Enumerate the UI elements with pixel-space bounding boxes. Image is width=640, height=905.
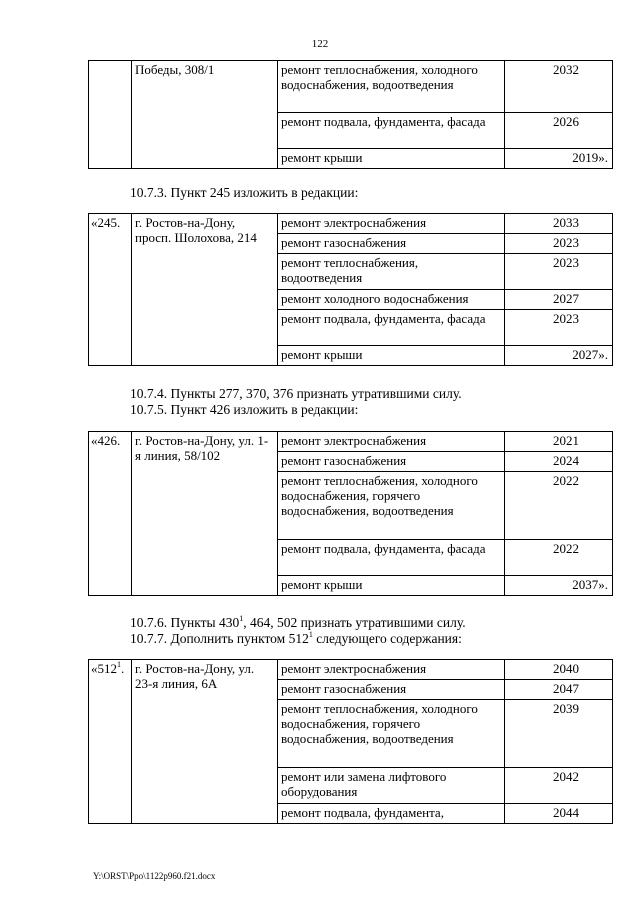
table-row xyxy=(89,214,613,234)
year-cell: 2023 xyxy=(505,234,613,254)
work-cell: ремонт электроснабжения xyxy=(278,660,505,680)
work-cell: ремонт теплоснабжения, холодного водоснабжения, водоотведения xyxy=(278,61,505,113)
year-cell: 2039 xyxy=(505,700,613,768)
item-number-text: «512 xyxy=(91,661,117,676)
paragraph-10-7-5: 10.7.5. Пункт 426 изложить в редакции: xyxy=(130,402,359,417)
table-1 xyxy=(88,60,613,169)
year-cell: 2022 xyxy=(505,540,613,576)
work-cell: ремонт газоснабжения xyxy=(278,680,505,700)
paragraph-10-7-7 xyxy=(130,631,462,647)
superscript: 1 xyxy=(308,630,313,639)
table-3 xyxy=(88,431,613,596)
file-path-footer: Y:\ORST\Ppo\1122p960.f21.docx xyxy=(93,871,216,881)
item-number xyxy=(89,660,132,824)
paragraph-10-7-4: 10.7.4. Пункты 277, 370, 376 признать утратившими силу. xyxy=(130,386,462,401)
work-cell: ремонт электроснабжения xyxy=(278,214,505,234)
address-cell: г. Ростов-на-Дону, просп. Шолохова, 214 xyxy=(132,214,278,366)
year-cell: 2040 xyxy=(505,660,613,680)
year-cell: 2042 xyxy=(505,768,613,804)
table-row xyxy=(89,61,613,113)
work-cell: ремонт холодного водоснабжения xyxy=(278,290,505,310)
work-cell: ремонт газоснабжения xyxy=(278,452,505,472)
page-number: 122 xyxy=(311,38,329,50)
year-cell: 2037». xyxy=(505,576,613,596)
year-cell: 2027 xyxy=(505,290,613,310)
table-row xyxy=(89,660,613,680)
para-text: , 464, 502 признать утратившими силу. xyxy=(243,615,466,630)
year-cell: 2023 xyxy=(505,254,613,290)
year-cell: 2019». xyxy=(505,149,613,169)
year-cell: 2027». xyxy=(505,346,613,366)
work-cell: ремонт крыши xyxy=(278,346,505,366)
item-number: «245. xyxy=(89,214,132,366)
para-text: следующего содержания: xyxy=(312,631,462,646)
year-cell: 2047 xyxy=(505,680,613,700)
work-cell: ремонт теплоснабжения, водоотведения xyxy=(278,254,505,290)
superscript: 1 xyxy=(117,660,121,669)
para-text: 10.7.6. Пункты 430 xyxy=(130,615,240,630)
table-row xyxy=(89,432,613,452)
work-cell: ремонт подвала, фундамента, xyxy=(278,804,505,824)
year-cell: 2033 xyxy=(505,214,613,234)
work-cell: ремонт газоснабжения xyxy=(278,234,505,254)
paragraph-10-7-6 xyxy=(130,615,466,631)
work-cell: ремонт теплоснабжения, холодного водоснабжения, горячего водоснабжения, водоотведения xyxy=(278,700,505,768)
year-cell: 2044 xyxy=(505,804,613,824)
paragraph-10-7-3: 10.7.3. Пункт 245 изложить в редакции: xyxy=(130,185,359,200)
address-cell: Победы, 308/1 xyxy=(132,61,278,169)
work-cell: ремонт или замена лифтового оборудования xyxy=(278,768,505,804)
work-cell: ремонт подвала, фундамента, фасада xyxy=(278,113,505,149)
work-cell: ремонт подвала, фундамента, фасада xyxy=(278,540,505,576)
table-2 xyxy=(88,213,613,366)
year-cell: 2024 xyxy=(505,452,613,472)
year-cell: 2026 xyxy=(505,113,613,149)
year-cell: 2032 xyxy=(505,61,613,113)
work-cell: ремонт крыши xyxy=(278,149,505,169)
para-text: 10.7.7. Дополнить пунктом 512 xyxy=(130,631,309,646)
year-cell: 2021 xyxy=(505,432,613,452)
item-number: «426. xyxy=(89,432,132,596)
work-cell: ремонт электроснабжения xyxy=(278,432,505,452)
work-cell: ремонт крыши xyxy=(278,576,505,596)
work-cell: ремонт подвала, фундамента, фасада xyxy=(278,310,505,346)
address-cell: г. Ростов-на-Дону, ул. 23-я линия, 6А xyxy=(132,660,278,824)
year-cell: 2022 xyxy=(505,472,613,540)
superscript: 1 xyxy=(239,614,244,623)
table-4 xyxy=(88,659,613,824)
work-cell: ремонт теплоснабжения, холодного водоснабжения, горячего водоснабжения, водоотведения xyxy=(278,472,505,540)
address-cell: г. Ростов-на-Дону, ул. 1-я линия, 58/102 xyxy=(132,432,278,596)
item-number-tail: . xyxy=(121,661,125,676)
item-number xyxy=(89,61,132,169)
year-cell: 2023 xyxy=(505,310,613,346)
